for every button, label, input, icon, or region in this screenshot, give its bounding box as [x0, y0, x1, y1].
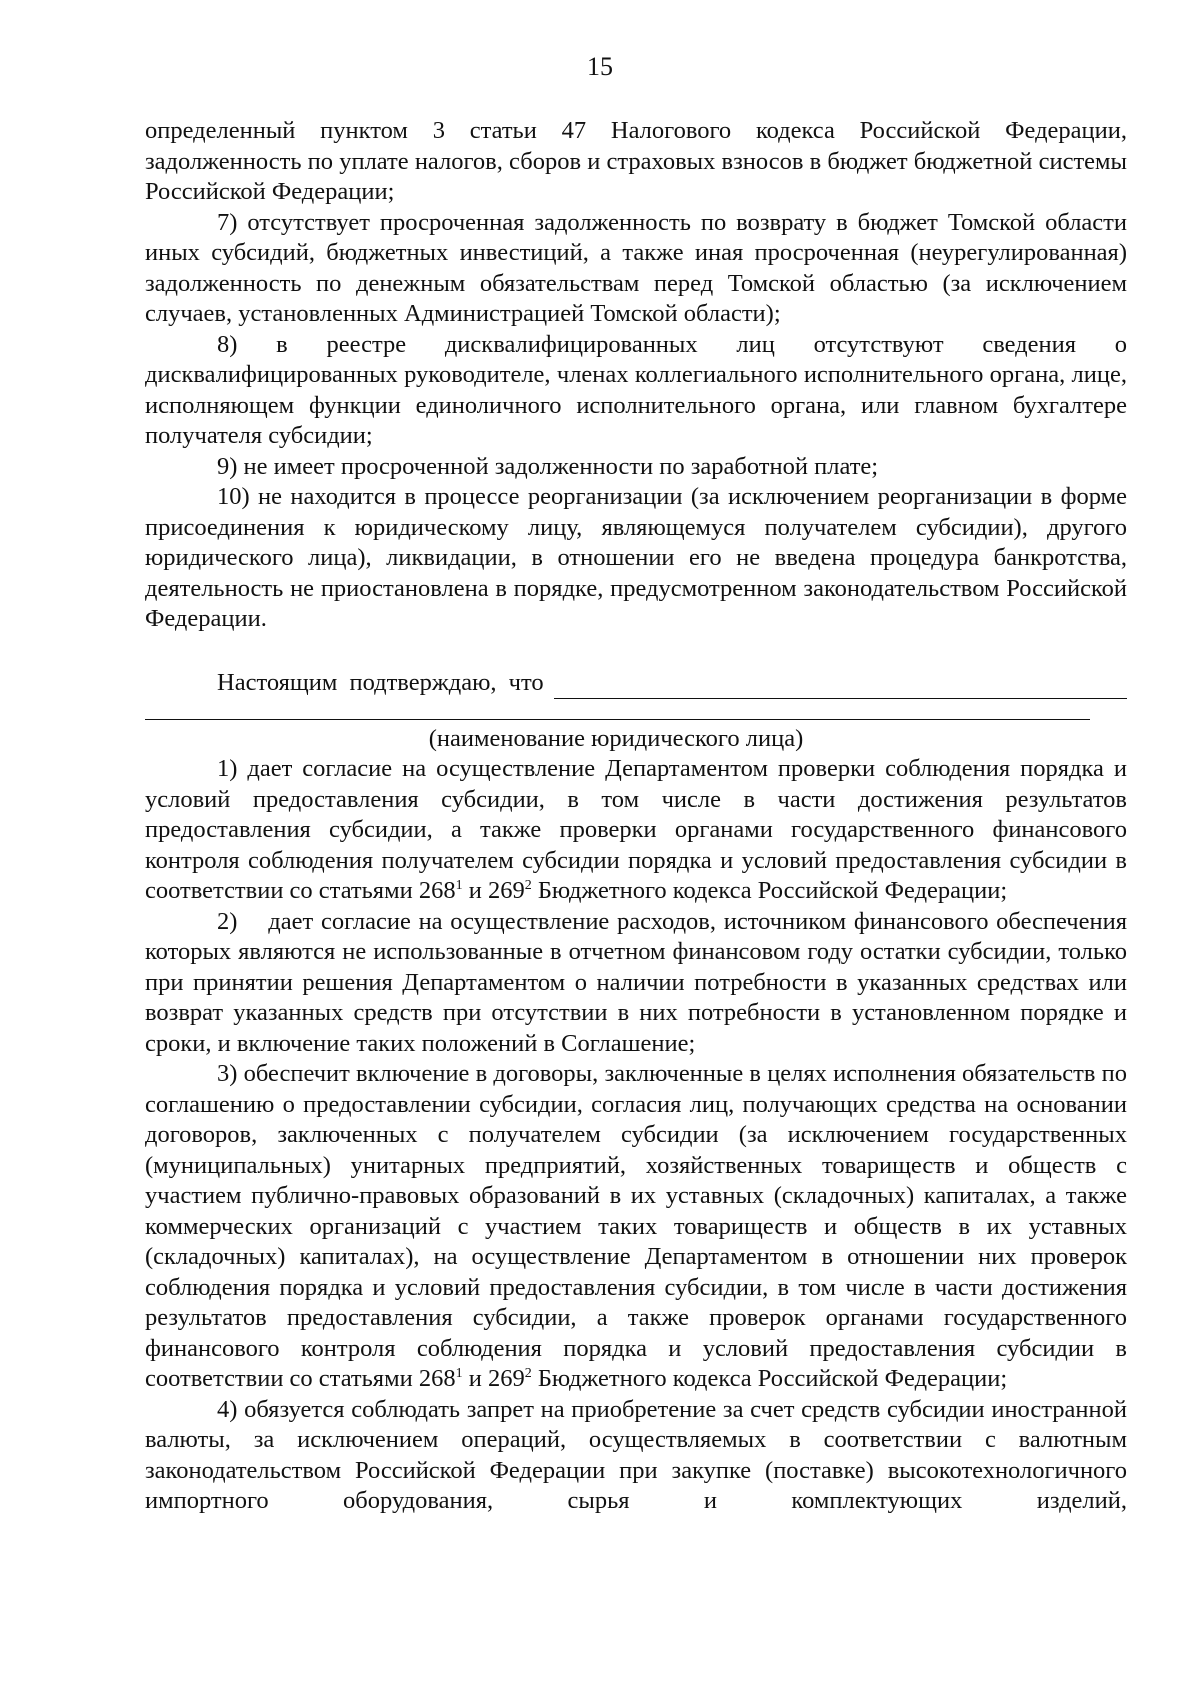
obligation-item-3-superscript-a: 1	[455, 1365, 463, 1381]
condition-item-10: 10) не находится в процессе реорганизации (за исключением реорганизации в форме присоединения к юридическому лицу, являющемуся получателем субсидии), другого юридического лица), ликвидации, в отношении его не введена процедура банкротства, деятельность не приостановлена в порядке, предусмотренном законодательством Российской Федерации.	[145, 483, 1127, 632]
obligation-item-1-text-a: 1) дает согласие на осуществление Департаментом проверки соблюдения порядка и условий предоставления субсидии, в том числе в части достижения результатов предоставления субсидии, а также проверки органами государственного финансового контроля соблюдения получателем субсидии порядка и условий предоставления субсидии в соответствии со статьями 268	[145, 755, 1127, 904]
obligation-item-3-text-b: и 269	[462, 1365, 525, 1392]
intro-paragraph: определенный пунктом 3 статьи 47 Налогового кодекса Российской Федерации, задолженность по уплате налогов, сборов и страховых взносов в бюджет бюджетной системы Российской Федерации;	[145, 117, 1127, 205]
legal-entity-name-blank[interactable]	[554, 674, 1127, 699]
obligation-item-3-superscript-b: 2	[524, 1365, 532, 1381]
legal-entity-name-caption: (наименование юридического лица)	[428, 724, 804, 752]
condition-item-8: 8) в реестре дисквалифицированных лиц отсутствуют сведения о дисквалифицированных руководителе, членах коллегиального исполнительного органа, лице, исполняющем функции единоличного исполнительного органа, или главном бухгалтере получателя субсидии;	[145, 330, 1127, 449]
obligation-item-1	[145, 754, 1127, 907]
obligation-item-1-superscript-b: 2	[524, 877, 532, 893]
confirmation-lead: Настоящим подтверждаю, что	[217, 669, 544, 696]
document-body	[145, 116, 1134, 1517]
obligation-item-1-superscript-a: 1	[455, 877, 463, 893]
condition-item-9: 9) не имеет просроченной задолженности по заработной плате;	[217, 452, 879, 480]
obligation-item-1-text-c: Бюджетного кодекса Российской Федерации;	[531, 877, 1008, 904]
obligation-item-3-text-c: Бюджетного кодекса Российской Федерации;	[531, 1365, 1008, 1392]
condition-item-7: 7) отсутствует просроченная задолженность по возврату в бюджет Томской области иных субсидий, бюджетных инвестиций, а также иная просроченная (неурегулированная) задолженность по денежным обязательствам перед Томской областью (за исключением случаев, установленных Администрацией Томской области);	[145, 208, 1127, 327]
confirmation-line	[145, 667, 1127, 699]
page-number: 15	[587, 52, 613, 81]
legal-entity-name-blank-continuation[interactable]	[145, 719, 1090, 720]
obligation-item-4: 4) обязуется соблюдать запрет на приобретение за счет средств субсидии иностранной валюты, за исключением операций, осуществляемых в соответствии с валютным законодательством Российской Федерации при закупке (поставке) высокотехнологичного импортного оборудования, сырья и комплектующих изделий,	[145, 1395, 1127, 1514]
obligation-item-2: 2) дает согласие на осуществление расходов, источником финансового обеспечения которых являются не использованные в отчетном финансовом году остатки субсидии, только при принятии решения Департаментом о наличии потребности в указанных средствах или возврат указанных средств при отсутствии в них потребности в установленном порядке и сроки, и включение таких положений в Соглашение;	[145, 907, 1134, 1057]
obligation-item-3-text-a: 3) обеспечит включение в договоры, заключенные в целях исполнения обязательств по соглашению о предоставлении субсидии, согласия лиц, получающих средства на основании договоров, заключенных с получателем субсидии (за исключением государственных (муниципальных) унитарных предприятий, хозяйственных товариществ и обществ с участием публично-правовых образований в их уставных (складочных) капиталах, а также коммерческих организаций с участием таких товариществ и обществ в их уставных (складочных) капиталах), на осуществление Департаментом в отношении них проверок соблюдения порядка и условий предоставления субсидии, в том числе в части достижения результатов предоставления субсидии, а также проверок органами государственного финансового контроля соблюдения порядка и условий предоставления субсидии в соответствии со статьями 268	[145, 1060, 1127, 1392]
obligation-item-1-text-b: и 269	[462, 877, 525, 904]
obligation-item-3	[145, 1059, 1127, 1395]
